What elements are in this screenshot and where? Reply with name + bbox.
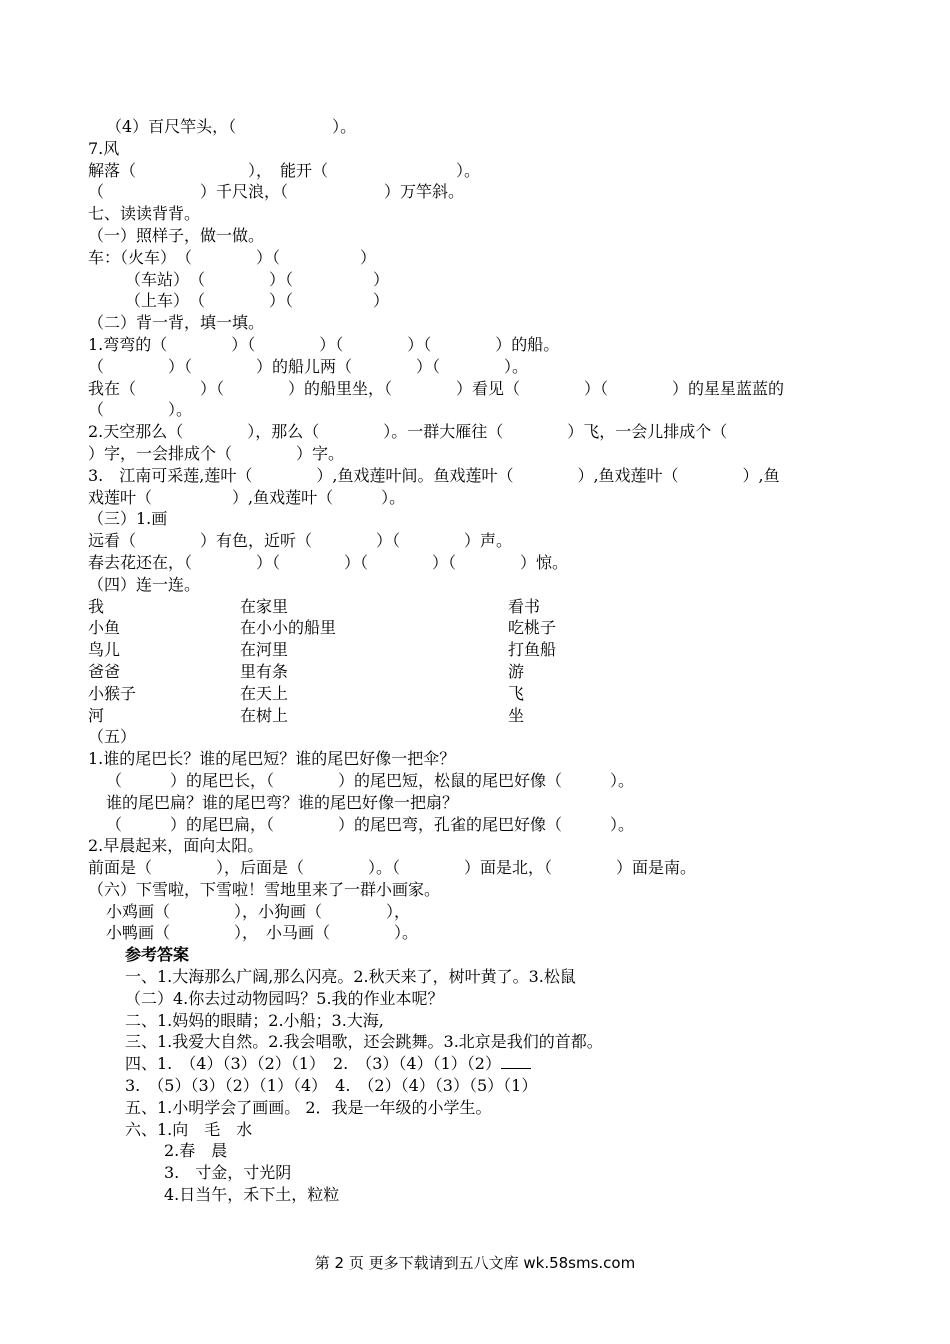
text-line: 小鸡画（ ），小狗画（ ）， [106, 901, 411, 921]
text-line: 2.早晨起来，面向太阳。 [88, 836, 264, 856]
match-row [88, 639, 868, 661]
text-line: （ ）的尾巴长，（ ）的尾巴短，松鼠的尾巴好像（ ）。 [106, 770, 635, 790]
match-row [88, 683, 868, 705]
text-line: 我在（ ）（ ）的船里坐，（ ）看见（ ）（ ）的星星蓝蓝的 [88, 378, 785, 398]
match-row [88, 596, 868, 618]
match-place: 在树上 [240, 705, 289, 725]
text-line: （ ）。 [88, 400, 193, 420]
match-row [88, 705, 868, 727]
answer-line: 3. （5）（3）（2）（1）（4） 4. （2）（4）（3）（5）（1） [125, 1076, 538, 1096]
subsection-heading: （三）1.画 [88, 509, 168, 529]
match-action: 坐 [508, 705, 525, 725]
match-action: 吃桃子 [508, 618, 557, 638]
text-line: 小鸭画（ ）， 小马画（ ）。 [106, 923, 419, 943]
text-line: 春去花还在，（ ）（ ）（ ）（ ）惊。 [88, 552, 569, 572]
text-line: 远看（ ）有色，近听（ ）（ ）声。 [88, 531, 513, 551]
text-line: （4）百尺竿头，（ ）。 [106, 117, 357, 136]
answer-line: 二、1.妈妈的眼睛；2.小船；3.大海, [125, 1010, 384, 1030]
text-line: （ ）千尺浪，（ ）万竿斜。 [88, 182, 465, 202]
answer-line: 五、1.小明学会了画画。 2．我是一年级的小学生。 [125, 1097, 492, 1117]
text-line: （ ）的尾巴扁，（ ）的尾巴弯，孔雀的尾巴好像（ ）。 [106, 814, 635, 834]
answer-line: 4.日当午，禾下土，粒粒 [164, 1185, 340, 1205]
match-subject: 我 [88, 596, 105, 616]
text-line: 3. 江南可采莲,莲叶（ ）,鱼戏莲叶间。鱼戏莲叶（ ）,鱼戏莲叶（ ）,鱼 [88, 465, 780, 485]
text-line: 戏莲叶（ ）,鱼戏莲叶（ ）。 [88, 487, 406, 507]
text-line: 7.风 [88, 138, 120, 158]
text-line: 前面是（ ），后面是（ ）。（ ）面是北，（ ）面是南。 [88, 858, 697, 878]
text-line: 车：（火车） （ ）（ ） [88, 247, 377, 267]
text-line: ）字，一会排成个（ ）字。 [88, 443, 345, 463]
match-action: 飞 [508, 683, 525, 703]
answer-line: 六、1.向 毛 水 [125, 1119, 253, 1139]
match-subject: 小猴子 [88, 683, 137, 703]
text-line: 解落（ ）， 能开（ ）。 [88, 160, 481, 180]
subsection-heading: （二）背一背，填一填。 [88, 313, 265, 333]
match-place: 在天上 [240, 683, 289, 703]
section-heading: 七、读读背背。 [88, 204, 201, 224]
answer-line: 3. 寸金，寸光阴 [164, 1163, 292, 1183]
match-place: 里有条 [240, 661, 289, 681]
text-line: 1.弯弯的（ ）（ ）（ ）（ ）的船。 [88, 334, 560, 354]
match-place: 在河里 [240, 640, 289, 660]
match-action: 打鱼船 [508, 640, 557, 660]
answer-line [88, 1053, 868, 1075]
match-row [88, 617, 868, 639]
match-action: 看书 [508, 596, 541, 616]
match-row [88, 661, 868, 683]
answer-line: （二）4.你去过动物园吗？5.我的作业本呢？ [125, 988, 444, 1008]
blank-underline [501, 1054, 531, 1069]
match-place: 在小小的船里 [240, 618, 337, 638]
text-line: （车站） （ ）（ ） [125, 269, 390, 289]
answer-line: 三、1.我爱大自然。2.我会唱歌，还会跳舞。3.北京是我们的首都。 [125, 1032, 603, 1052]
match-table [88, 596, 868, 727]
match-action: 游 [508, 661, 525, 681]
text-line: 谁的尾巴扁？谁的尾巴弯？谁的尾巴好像一把扇？ [106, 792, 459, 812]
text-line: （上车） （ ）（ ） [125, 291, 390, 311]
subsection-heading: （一）照样子，做一做。 [88, 225, 265, 245]
match-subject: 小鱼 [88, 618, 121, 638]
subsection-heading: （五） [88, 727, 137, 747]
answers-title: 参考答案 [125, 945, 190, 965]
answer-line: 2.春 晨 [164, 1141, 228, 1161]
match-place: 在家里 [240, 596, 289, 616]
text-line: （ ）（ ）的船儿两（ ）（ ）。 [88, 356, 529, 376]
subsection-heading: （六）下雪啦，下雪啦！雪地里来了一群小画家。 [88, 879, 441, 899]
match-subject: 鸟儿 [88, 640, 121, 660]
answer-text: 四、1. （4）（3）（2）（1） 2. （3）（4）（1）（2） [125, 1054, 501, 1074]
text-line: 2.天空那么（ ），那么（ ）。一群大雁往（ ）飞，一会儿排成个（ [88, 422, 728, 442]
match-subject: 爸爸 [88, 661, 121, 681]
answer-line: 一、1.大海那么广阔,那么闪亮。2.秋天来了，树叶黄了。3.松鼠 [125, 967, 576, 987]
match-subject: 河 [88, 705, 105, 725]
text-line: 1.谁的尾巴长？谁的尾巴短？谁的尾巴好像一把伞？ [88, 749, 456, 769]
page-footer: 第 2 页 更多下载请到五八文库 wk.58sms.com [314, 1254, 636, 1272]
page-content [88, 116, 868, 1206]
subsection-heading: （四）连一连。 [88, 574, 201, 594]
